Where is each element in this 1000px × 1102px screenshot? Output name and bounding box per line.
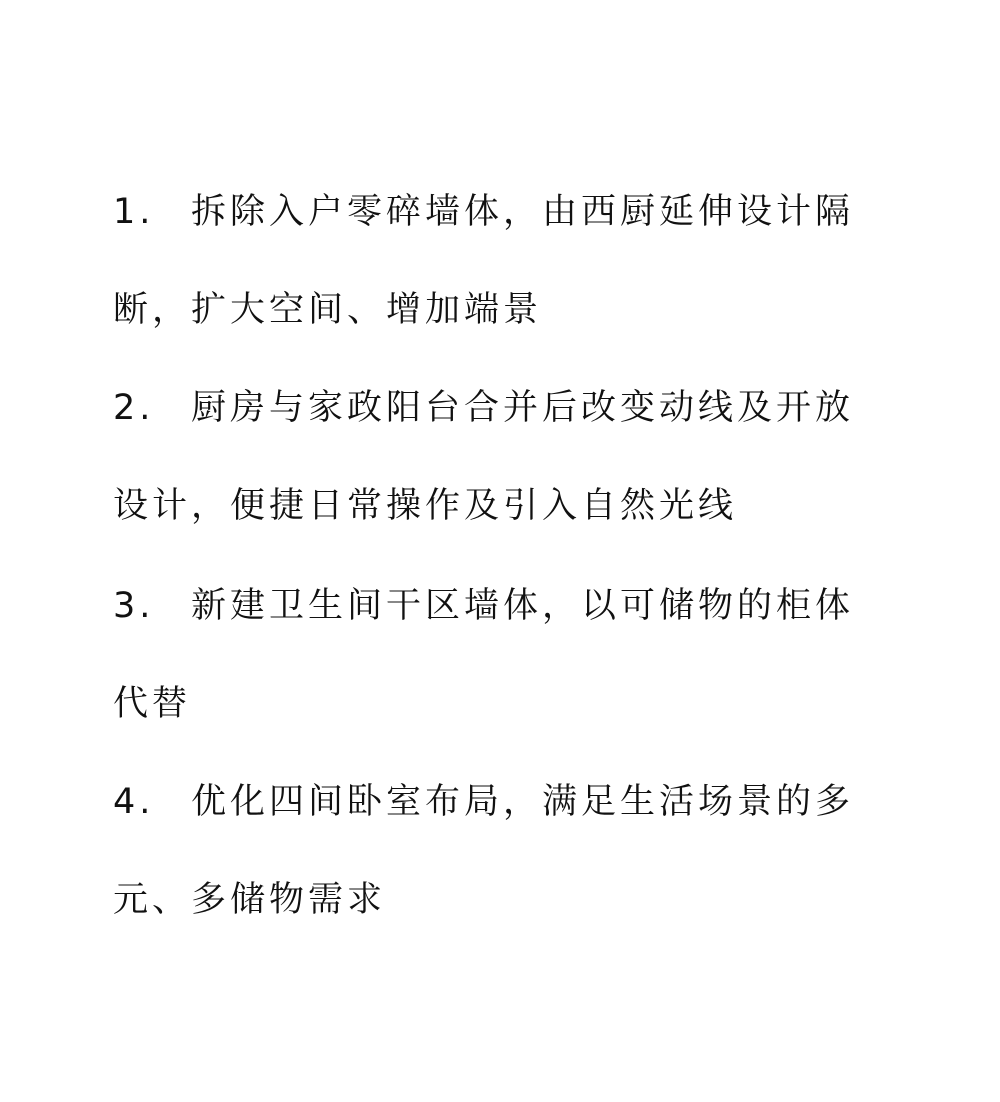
item-3-line-1 (113, 584, 893, 628)
item-4-text: 优化四间卧室布局，满足生活场景的多 (191, 782, 855, 822)
item-1-line-1 (113, 190, 893, 234)
item-2-line-1 (113, 386, 893, 430)
item-1-number: 1. (113, 192, 155, 232)
item-3-number: 3. (113, 586, 155, 626)
item-1-text: 拆除入户零碎墙体，由西厨延伸设计隔 (191, 192, 855, 232)
item-4-line-1 (113, 780, 893, 824)
item-3-line-2: 代替 (113, 684, 192, 724)
item-4-number: 4. (113, 782, 155, 822)
item-2-number: 2. (113, 388, 155, 428)
item-3-text: 新建卫生间干区墙体，以可储物的柜体 (191, 586, 855, 626)
item-2-text: 厨房与家政阳台合并后改变动线及开放 (191, 388, 855, 428)
item-2-line-2: 设计，便捷日常操作及引入自然光线 (113, 486, 738, 526)
item-1-line-2: 断，扩大空间、增加端景 (113, 290, 543, 330)
item-4-line-2: 元、多储物需求 (113, 880, 387, 920)
